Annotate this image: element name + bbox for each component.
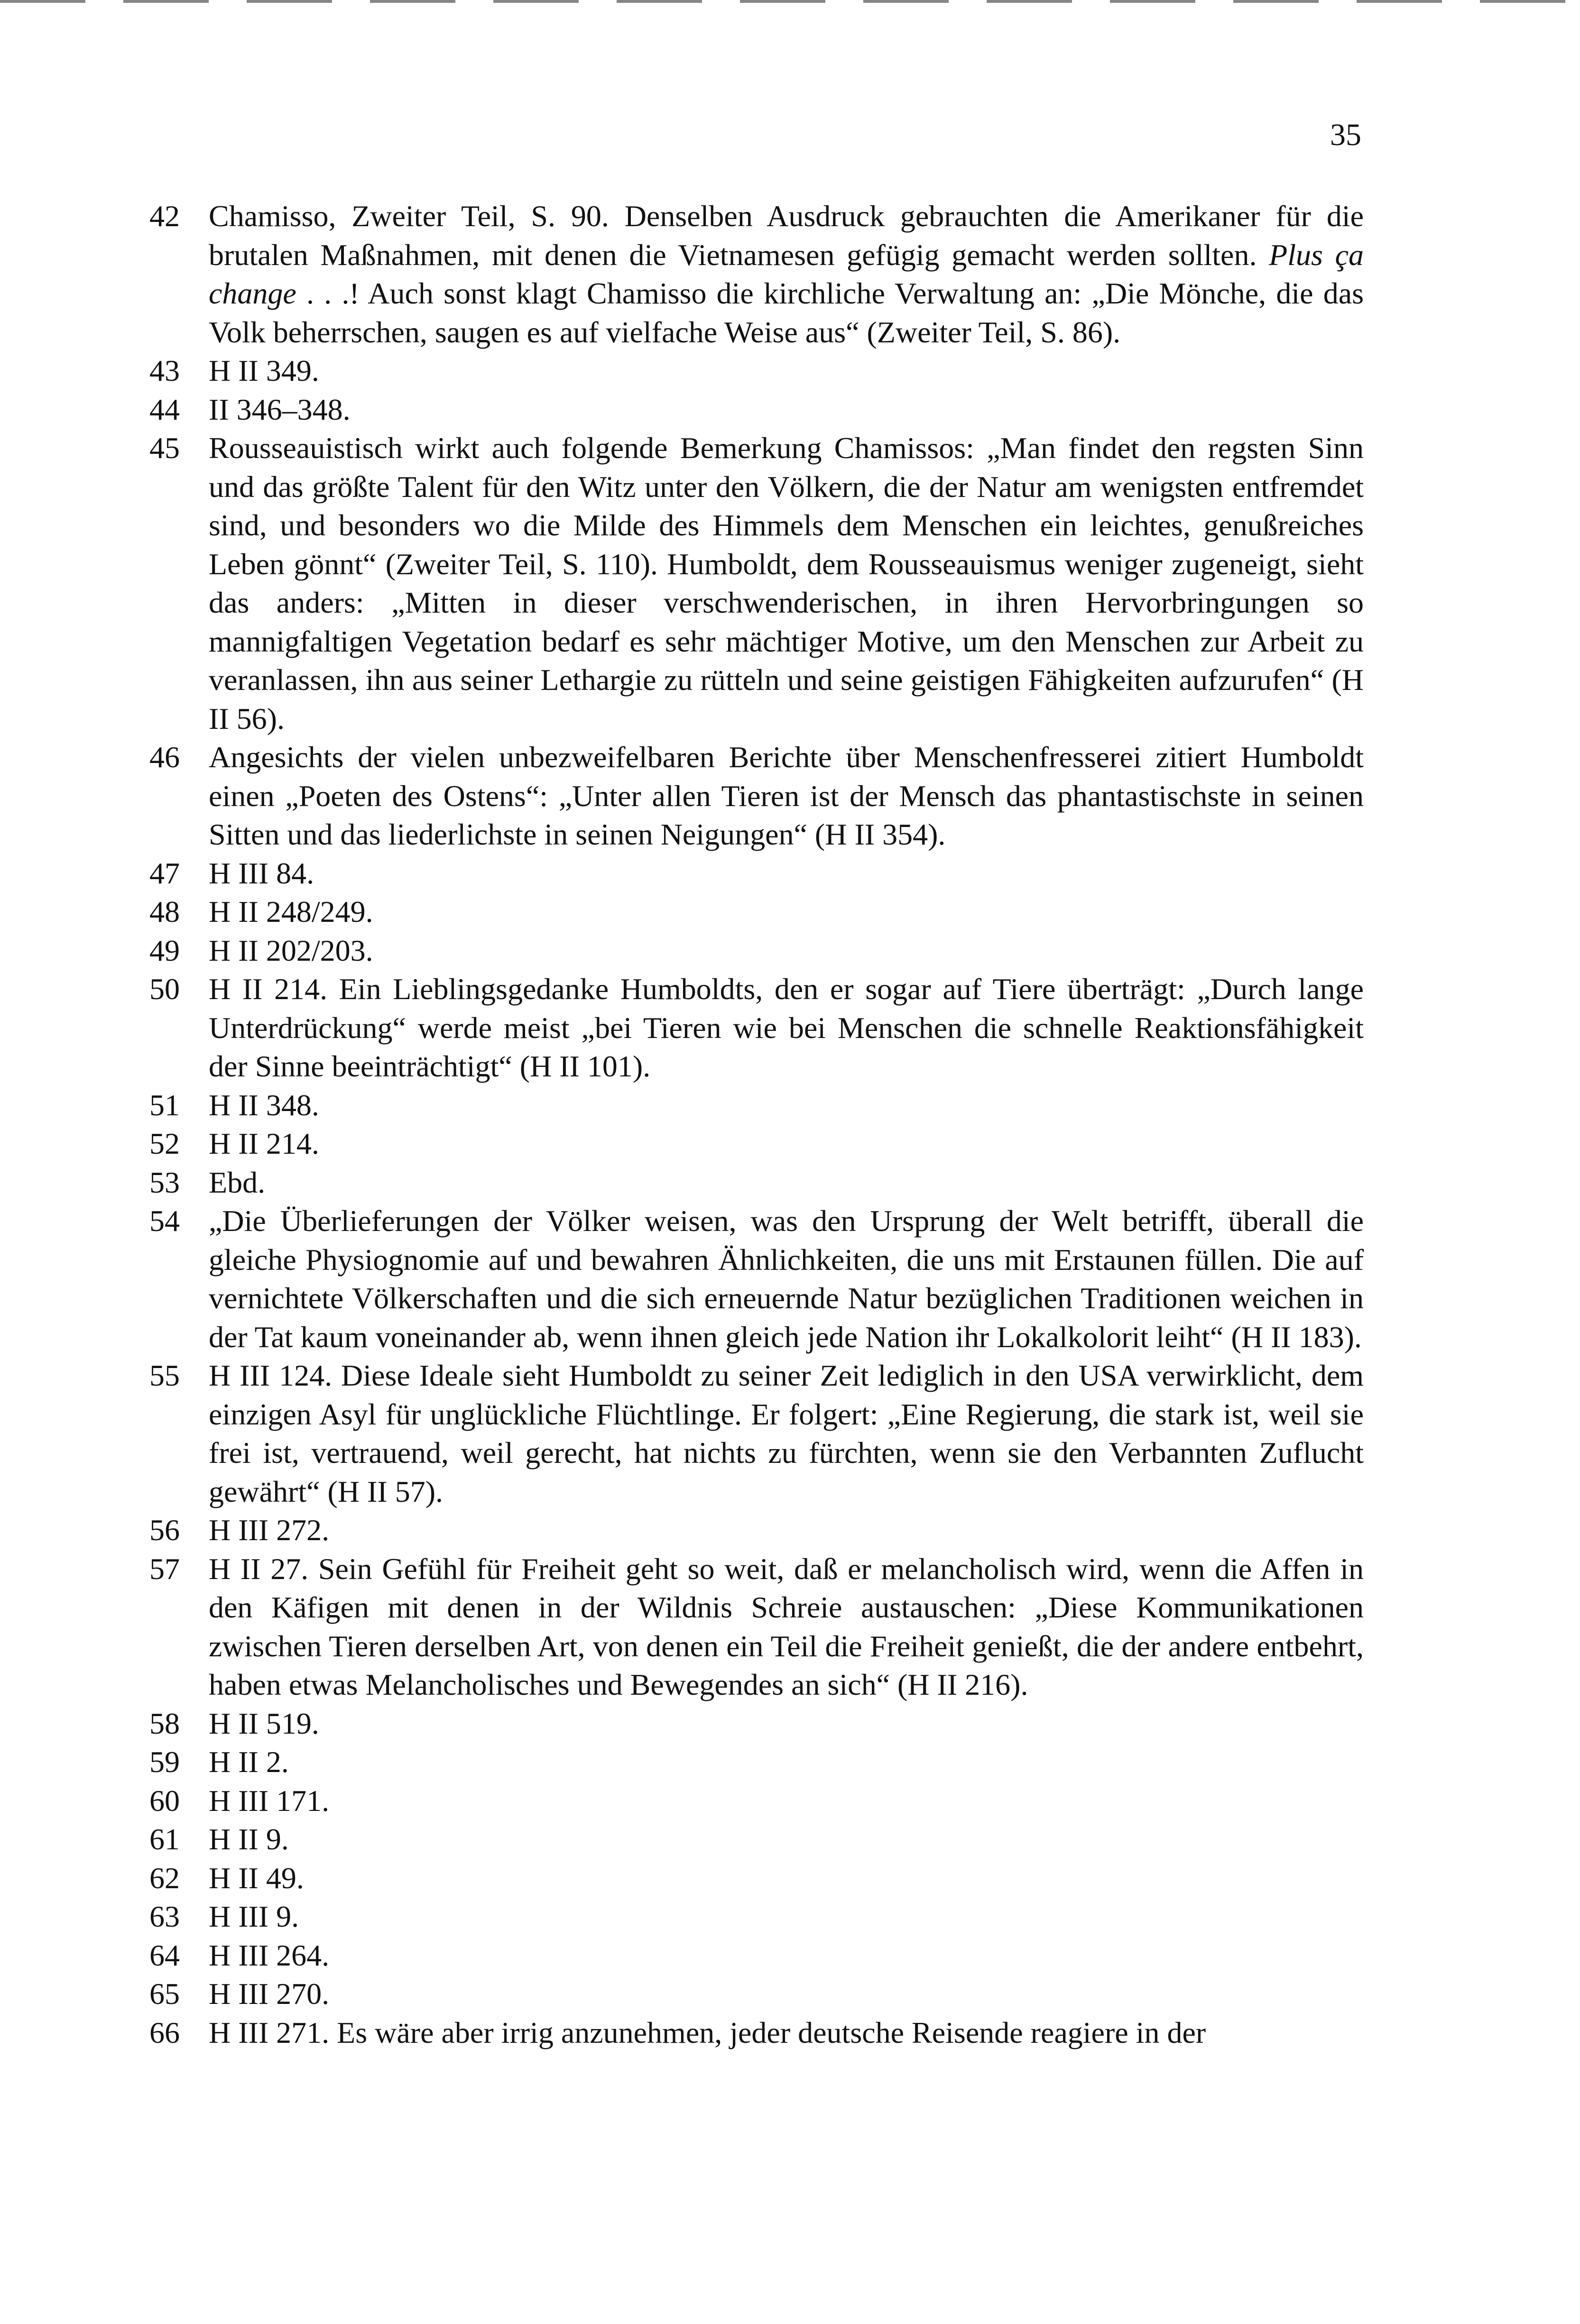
endnote-text bbox=[209, 1511, 1364, 1550]
page-top-edge bbox=[0, 0, 1580, 3]
endnote-number: 43 bbox=[149, 354, 180, 387]
endnote-number: 66 bbox=[149, 2015, 180, 2049]
endnote-text-segment: H III 270. bbox=[209, 1977, 330, 2011]
endnote-text bbox=[209, 892, 1364, 931]
page-number: 35 bbox=[1330, 118, 1361, 152]
endnote-text bbox=[209, 1124, 1364, 1163]
endnote-49 bbox=[149, 931, 1364, 970]
endnote-text-segment: H III 124. Diese Ideale sieht Humboldt zu seiner Zeit lediglich in den USA verwirklicht, dem einzigen Asyl für unglückliche Flüchtlinge. Er folgert: „Eine Regierung, die stark ist, weil sie frei ist, vertrauend, weil gerecht, hat nichts zu fürchten, wenn sie den Verbannten Zuflucht gewährt“ (H II 57). bbox=[209, 1359, 1364, 1508]
endnote-47 bbox=[149, 854, 1364, 893]
endnote-number: 49 bbox=[149, 933, 180, 967]
endnote-text-segment: . . .! Auch sonst klagt Chamisso die kirchliche Verwaltung an: „Die Mönche, die das Volk beherrschen, saugen es auf vielfache Weise aus“ (Zweiter Teil, S. 86). bbox=[209, 276, 1364, 349]
endnote-text-segment: „Die Überlieferungen der Völker weisen, was den Ursprung der Welt betrifft, überall die gleiche Physiognomie auf und bewahren Ähnlichkeiten, die uns mit Erstaunen füllen. Die auf vernichtete Völkerschaften und die sich erneuernde Natur bezüglichen Traditionen weichen in der Tat kaum voneinander ab, wenn ihnen gleich jede Nation ihr Lokalkolorit leiht“ (H II 183). bbox=[209, 1204, 1364, 1354]
endnote-63 bbox=[149, 1897, 1364, 1936]
endnote-text-segment: H III 171. bbox=[209, 1783, 330, 1818]
endnote-number: 47 bbox=[149, 856, 180, 890]
endnote-51 bbox=[149, 1086, 1364, 1125]
endnote-53 bbox=[149, 1163, 1364, 1202]
endnote-text-segment: H II 9. bbox=[209, 1822, 289, 1856]
endnote-text-segment: H II 349. bbox=[209, 354, 319, 387]
endnote-text-segment: H II 202/203. bbox=[209, 933, 373, 967]
endnote-48 bbox=[149, 892, 1364, 931]
endnote-text bbox=[209, 1936, 1364, 1975]
endnote-number: 64 bbox=[149, 1938, 180, 1972]
endnote-text-segment: H II 348. bbox=[209, 1088, 319, 1122]
endnote-text bbox=[209, 1820, 1364, 1859]
endnote-44 bbox=[149, 390, 1364, 429]
endnote-number: 51 bbox=[149, 1088, 180, 1122]
endnote-text bbox=[209, 390, 1364, 429]
endnote-text-segment: H II 248/249. bbox=[209, 895, 373, 928]
endnote-text bbox=[209, 738, 1364, 854]
endnote-text-segment: H III 84. bbox=[209, 856, 314, 890]
endnote-number: 48 bbox=[149, 895, 180, 928]
endnote-text bbox=[209, 970, 1364, 1086]
endnote-54 bbox=[149, 1202, 1364, 1356]
endnote-42 bbox=[149, 197, 1364, 351]
endnote-text-segment: H III 9. bbox=[209, 1900, 299, 1933]
endnote-number: 63 bbox=[149, 1900, 180, 1933]
endnote-text-segment: H II 27. Sein Gefühl für Freiheit geht so weit, daß er melancholisch wird, wenn die Affen in den Käfigen mit denen in der Wildnis Schreie austauschen: „Diese Kommunikationen zwischen Tieren derselben Art, von denen ein Teil die Freiheit genießt, die der andere entbehrt, haben etwas Melancholisches und Bewegendes an sich“ (H II 216). bbox=[209, 1552, 1364, 1701]
endnote-italic-phrase: Plus ça change bbox=[209, 238, 1364, 310]
endnote-number: 58 bbox=[149, 1706, 180, 1740]
endnote-text bbox=[209, 1550, 1364, 1704]
endnote-text bbox=[209, 1086, 1364, 1125]
endnote-59 bbox=[149, 1743, 1364, 1782]
endnote-56 bbox=[149, 1511, 1364, 1550]
endnote-text-segment: H II 49. bbox=[209, 1861, 304, 1895]
endnote-text bbox=[209, 1163, 1364, 1202]
endnote-number: 65 bbox=[149, 1977, 180, 2011]
endnote-number: 60 bbox=[149, 1783, 180, 1818]
endnote-number: 53 bbox=[149, 1165, 180, 1199]
endnote-text bbox=[209, 1975, 1364, 2013]
endnote-number: 56 bbox=[149, 1513, 180, 1547]
endnote-number: 50 bbox=[149, 972, 180, 1006]
endnote-text bbox=[209, 931, 1364, 970]
endnote-65 bbox=[149, 1975, 1364, 2013]
endnote-58 bbox=[149, 1704, 1364, 1743]
endnote-text bbox=[209, 351, 1364, 390]
endnote-text-segment: H II 214. bbox=[209, 1127, 319, 1160]
endnote-text bbox=[209, 1356, 1364, 1511]
endnote-text-segment: Ebd. bbox=[209, 1165, 266, 1199]
endnote-text bbox=[209, 429, 1364, 738]
endnote-text bbox=[209, 854, 1364, 893]
endnote-text-segment: H II 214. Ein Lieblingsgedanke Humboldts, den er sogar auf Tiere überträgt: „Durch lange Unterdrückung“ werde meist „bei Tieren wie bei Menschen die schnelle Reaktionsfähigkeit der Sinne beeinträchtigt“ (H II 101). bbox=[209, 972, 1364, 1083]
endnote-60 bbox=[149, 1782, 1364, 1820]
endnote-text-segment: H III 264. bbox=[209, 1938, 330, 1972]
endnote-number: 59 bbox=[149, 1745, 180, 1779]
endnote-text bbox=[209, 1859, 1364, 1898]
endnote-45 bbox=[149, 429, 1364, 738]
endnote-50 bbox=[149, 970, 1364, 1086]
endnote-57 bbox=[149, 1550, 1364, 1704]
endnote-55 bbox=[149, 1356, 1364, 1511]
endnote-text bbox=[209, 1704, 1364, 1743]
endnote-number: 42 bbox=[149, 199, 180, 233]
endnote-number: 44 bbox=[149, 392, 180, 426]
endnote-62 bbox=[149, 1859, 1364, 1898]
endnote-text bbox=[209, 1743, 1364, 1782]
endnote-text bbox=[209, 197, 1364, 351]
endnote-text-segment: Angesichts der vielen unbezweifelbaren Berichte über Menschenfresserei zitiert Humboldt einen „Poeten des Ostens“: „Unter allen Tieren ist der Mensch das phantastischste in seinen Sitten und das liederlichste in seinen Neigungen“ (H II 354). bbox=[209, 740, 1364, 851]
endnote-text-segment: II 346–348. bbox=[209, 392, 351, 426]
endnote-text-segment: H II 2. bbox=[209, 1745, 289, 1779]
endnote-text bbox=[209, 1782, 1364, 1820]
endnote-text-segment: H III 271. Es wäre aber irrig anzunehmen, jeder deutsche Reisende reagiere in der bbox=[209, 2015, 1206, 2049]
endnote-number: 52 bbox=[149, 1127, 180, 1160]
endnote-64 bbox=[149, 1936, 1364, 1975]
endnote-66 bbox=[149, 2013, 1364, 2052]
endnote-number: 62 bbox=[149, 1861, 180, 1895]
endnote-number: 57 bbox=[149, 1552, 180, 1586]
endnote-number: 46 bbox=[149, 740, 180, 774]
endnote-text bbox=[209, 1897, 1364, 1936]
endnote-text bbox=[209, 1202, 1364, 1356]
endnote-number: 61 bbox=[149, 1822, 180, 1856]
endnote-number: 54 bbox=[149, 1204, 180, 1238]
endnote-number: 55 bbox=[149, 1359, 180, 1392]
endnote-46 bbox=[149, 738, 1364, 854]
endnote-number: 45 bbox=[149, 431, 180, 465]
endnote-text bbox=[209, 2013, 1364, 2052]
endnote-text-segment: Rousseauistisch wirkt auch folgende Bemerkung Chamissos: „Man findet den regsten Sinn und das größte Talent für den Witz unter den Völkern, die der Natur am wenigsten entfremdet sind, und besonders wo die Milde des Himmels dem Menschen ein leichtes, genußreiches Leben gönnt“ (Zweiter Teil, S. 110). Humboldt, dem Rousseauismus weniger zugeneigt, sieht das anders: „Mitten in dieser verschwenderischen, in ihren Hervorbringungen so mannigfaltigen Vegetation bedarf es sehr mächtiger Motive, um den Menschen zur Arbeit zu veranlassen, ihn aus seiner Lethargie zu rütteln und seine geistigen Fähigkeiten aufzurufen“ (H II 56). bbox=[209, 431, 1364, 735]
endnote-text-segment: Chamisso, Zweiter Teil, S. 90. Denselben Ausdruck gebrauchten die Amerikaner für die brutalen Maßnahmen, mit denen die Vietnamesen gefügig gemacht werden sollten. bbox=[209, 199, 1364, 272]
endnote-61 bbox=[149, 1820, 1364, 1859]
endnote-52 bbox=[149, 1124, 1364, 1163]
endnote-text-segment: H II 519. bbox=[209, 1706, 319, 1740]
endnotes-list bbox=[149, 197, 1364, 2052]
endnote-text-segment: H III 272. bbox=[209, 1513, 330, 1547]
endnote-43 bbox=[149, 351, 1364, 390]
